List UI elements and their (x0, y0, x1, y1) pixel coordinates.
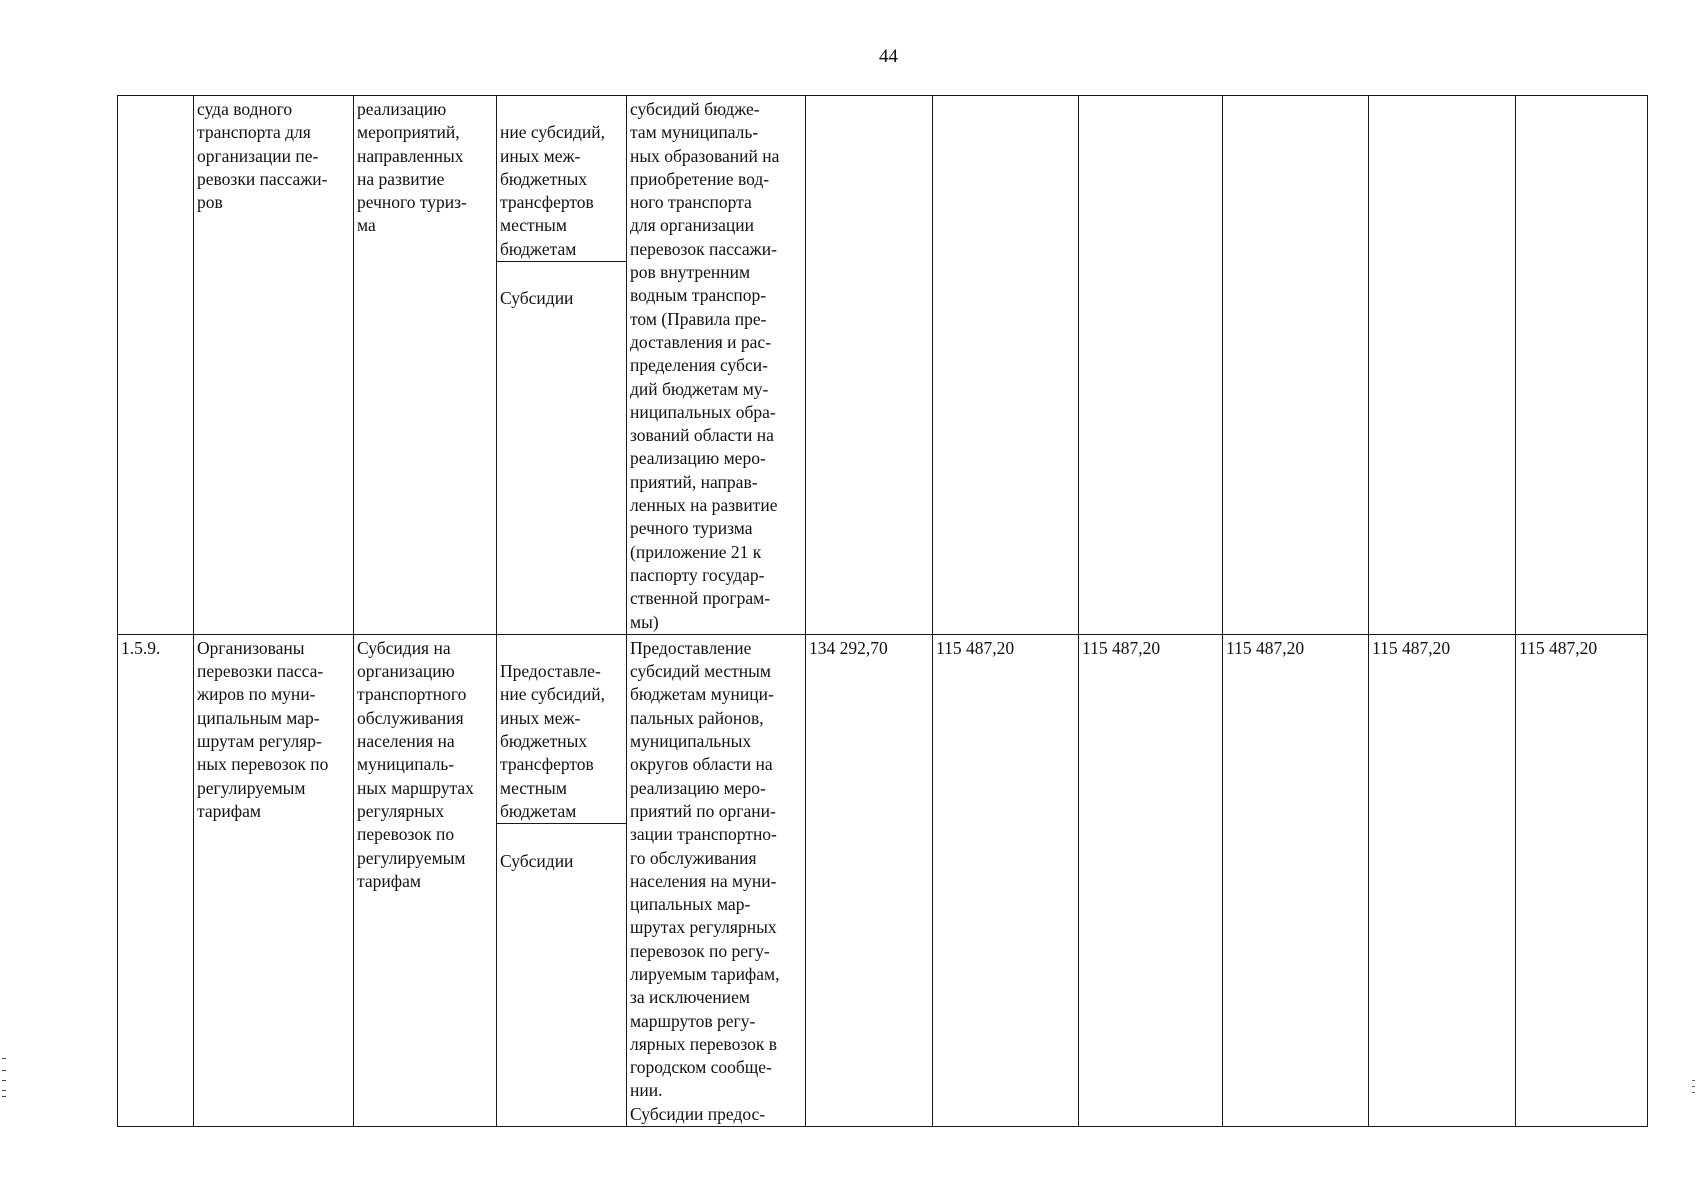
row-number-cell: 1.5.9. (118, 634, 194, 1126)
measure-type-cell (497, 634, 627, 1126)
value-cell-3 (1079, 96, 1223, 635)
value-cell-3: 115 487,20 (1079, 634, 1223, 1126)
value-cell-4 (1223, 96, 1369, 635)
value-cell-4: 115 487,20 (1223, 634, 1369, 1126)
row-number-cell (118, 96, 194, 635)
measure-type-sub: Субсидии (500, 850, 574, 871)
value-cell-2: 115 487,20 (933, 634, 1079, 1126)
scan-mark (2, 1080, 6, 1081)
table-row (118, 96, 1648, 635)
scan-mark (2, 1070, 6, 1071)
page-number: 44 (879, 46, 898, 67)
description-cell: Предоставление субсидий местным бюджетам муници- пальных районов, муниципальных округов области на реализацию меро- приятий по органи- зации транспортно- го обслуживания населения на муни- ципальных мар- шрутах регулярных перевозок по регу- лируемым тарифам, за исключением маршрутов регу- лярных перевозок в городском сообще- нии. Субсидии предос- (627, 634, 806, 1126)
value-cell-1: 134 292,70 (806, 634, 933, 1126)
scan-mark (2, 1058, 6, 1059)
activity-cell: реализацию мероприятий, направленных на развитие речного туриз- ма (354, 96, 497, 635)
result-cell: суда водного транспорта для организации пе- ревозки пассажи- ров (194, 96, 354, 635)
activity-cell: Субсидия на организацию транспортного обслуживания населения на муниципаль- ных маршрутах регулярных перевозок по регулируемым тарифам (354, 634, 497, 1126)
measure-type-cell (497, 96, 627, 635)
value-cell-5 (1369, 96, 1516, 635)
scan-mark (1692, 1092, 1695, 1093)
budget-table (117, 95, 1648, 1127)
measure-type-main: Предоставле- ние субсидий, иных меж- бюджетных трансфертов местным бюджетам (497, 658, 626, 824)
value-cell-6: 115 487,20 (1516, 634, 1648, 1126)
scan-mark (2, 1090, 6, 1091)
value-cell-5: 115 487,20 (1369, 634, 1516, 1126)
description-cell: субсидий бюдже- там муниципаль- ных образований на приобретение вод- ного транспорта для организации перевозок пассажи- ров внутренним водным транспор- том (Правила пре- доставления и рас- пределения субси- дий бюджетам му- ниципальных обра- зований области на реализацию меро- приятий, направ- ленных на развитие речного туризма (приложение 21 к паспорту государ- ственной програм- мы) (627, 96, 806, 635)
measure-type-main: ние субсидий, иных меж- бюджетных трансфертов местным бюджетам (497, 119, 626, 262)
scan-mark (1692, 1080, 1695, 1081)
table-row (118, 634, 1648, 1126)
value-cell-1 (806, 96, 933, 635)
measure-type-sub: Субсидии (500, 288, 574, 309)
scan-mark (2, 1096, 6, 1097)
value-cell-2 (933, 96, 1079, 635)
scan-mark (1692, 1086, 1695, 1087)
value-cell-6 (1516, 96, 1648, 635)
result-cell: Организованы перевозки пасса- жиров по муни- ципальным мар- шрутам регуляр- ных перевозок по регулируемым тарифам (194, 634, 354, 1126)
